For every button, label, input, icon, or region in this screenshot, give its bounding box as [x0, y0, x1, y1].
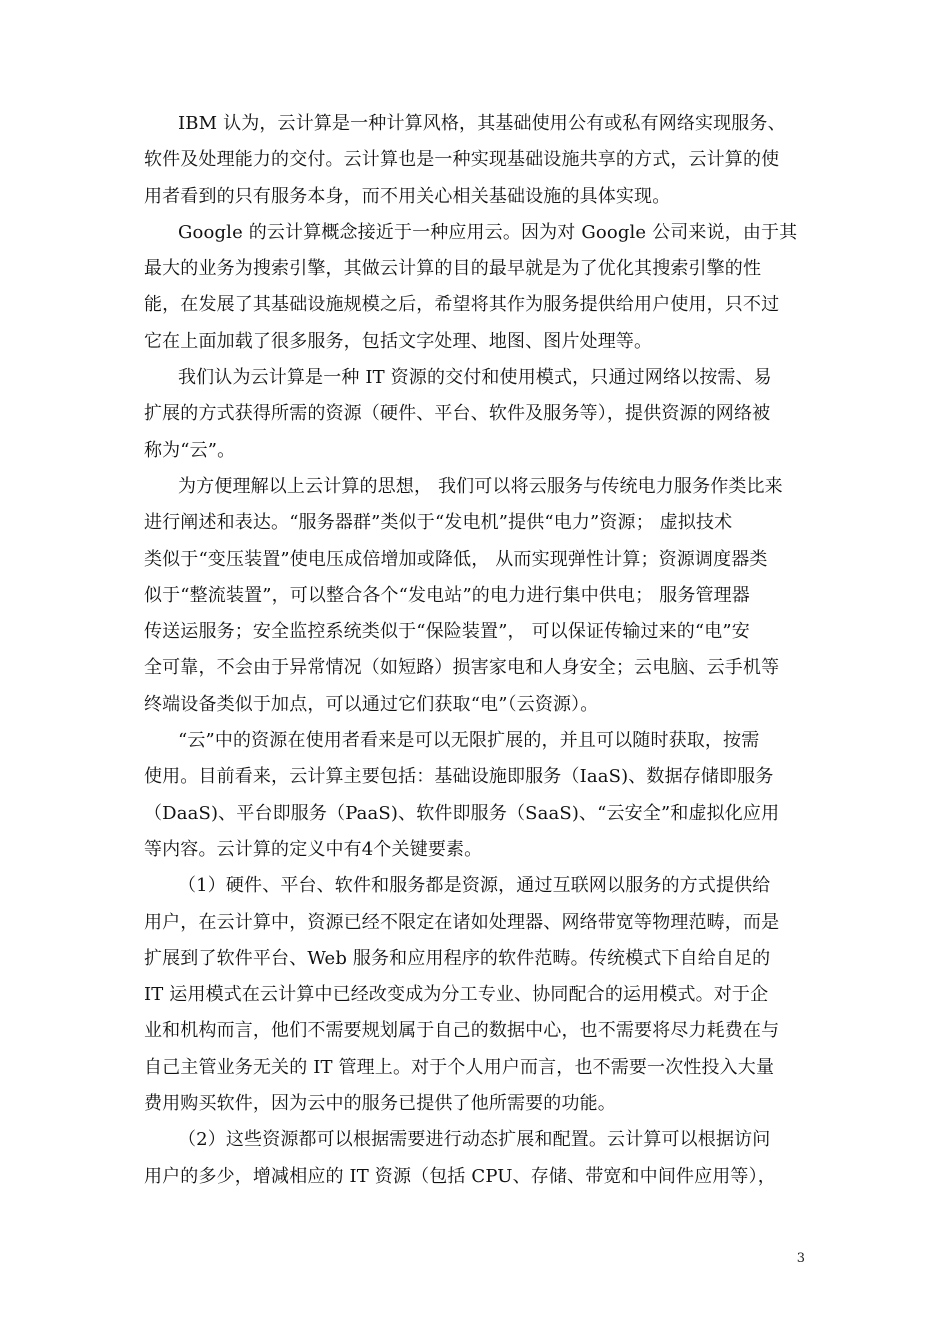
text-line: Google 的云计算概念接近于一种应用云。因为对 Google 公司来说，由于其	[178, 221, 798, 243]
text-line: 能，在发展了其基础设施规模之后，希望将其作为服务提供给用户使用，只不过	[144, 294, 780, 316]
text-line: 终端设备类似于加点，可以通过它们获取“电”（云资源）。	[144, 693, 599, 715]
paragraph-key-element-1	[144, 868, 806, 1122]
text-line: （2）这些资源都可以根据需要进行动态扩展和配置。云计算可以根据访问	[178, 1129, 771, 1151]
text-line: 类似于“变压装置”使电压成倍增加或降低， 从而实现弹性计算；资源调度器类	[144, 548, 768, 570]
text-line: 扩展的方式获得所需的资源（硬件、平台、软件及服务等），提供资源的网络被	[144, 403, 771, 425]
text-line: 最大的业务为搜索引擎，其做云计算的目的最早就是为了优化其搜索引擎的性	[144, 258, 762, 280]
text-line: 软件及处理能力的交付。云计算也是一种实现基础设施共享的方式，云计算的使	[144, 149, 780, 171]
text-line: 传送运服务；安全监控系统类似于“保险装置”， 可以保证传输过来的“电”安	[144, 621, 750, 643]
text-line: 全可靠，不会由于异常情况（如短路）损害家电和人身安全；云电脑、云手机等	[144, 657, 780, 679]
text-line: 进行阐述和表达。“服务器群”类似于“发电机”提供“电力”资源； 虚拟技术	[144, 512, 733, 534]
text-line: 用户，在云计算中，资源已经不限定在诸如处理器、网络带宽等物理范畴，而是	[144, 911, 780, 933]
text-line: 似于“整流装置”，可以整合各个“发电站”的电力进行集中供电； 服务管理器	[144, 584, 750, 606]
page-number: 3	[796, 1251, 805, 1266]
text-line: “云”中的资源在使用者看来是可以无限扩展的，并且可以随时获取，按需	[178, 730, 760, 752]
text-line: 自己主管业务无关的 IT 管理上。对于个人用户而言，也不需要一次性投入大量	[144, 1056, 775, 1078]
paragraph-key-element-2	[144, 1122, 806, 1195]
text-line: （1）硬件、平台、软件和服务都是资源，通过互联网以服务的方式提供给	[178, 875, 771, 897]
text-line: 等内容。云计算的定义中有4个关键要素。	[144, 838, 483, 860]
text-line: （DaaS)、平台即服务（PaaS)、软件即服务（SaaS)、“云安全”和虚拟化应用	[144, 802, 780, 824]
text-line: 业和机构而言，他们不需要规划属于自己的数据中心，也不需要将尽力耗费在与	[144, 1020, 780, 1042]
text-line: 使用。目前看来，云计算主要包括：基础设施即服务（IaaS)、数据存储即服务	[144, 766, 774, 788]
paragraph-cloud-services	[144, 723, 806, 868]
document-body	[144, 106, 806, 1195]
text-line: 称为“云”。	[144, 439, 236, 461]
text-line: IBM 认为，云计算是一种计算风格，其基础使用公有或私有网络实现服务、	[178, 113, 786, 134]
paragraph-google-definition	[144, 215, 806, 360]
text-line: 扩展到了软件平台、Web 服务和应用程序的软件范畴。传统模式下自给自足的	[144, 947, 771, 969]
paragraph-our-definition	[144, 360, 806, 469]
text-line: 用者看到的只有服务本身，而不用关心相关基础设施的具体实现。	[144, 185, 671, 207]
text-line: 为方便理解以上云计算的思想， 我们可以将云服务与传统电力服务作类比来	[178, 475, 783, 497]
text-line: 用户的多少，增减相应的 IT 资源（包括 CPU、存储、带宽和中间件应用等），	[144, 1165, 776, 1187]
text-line: 我们认为云计算是一种 IT 资源的交付和使用模式，只通过网络以按需、易	[178, 367, 772, 389]
text-line: 它在上面加载了很多服务，包括文字处理、地图、图片处理等。	[144, 330, 653, 352]
text-line: IT 运用模式在云计算中已经改变成为分工专业、协同配合的运用模式。对于企	[144, 984, 769, 1006]
paragraph-ibm-definition	[144, 106, 806, 215]
text-line: 费用购买软件，因为云中的服务已提供了他所需要的功能。	[144, 1093, 616, 1115]
paragraph-electricity-analogy	[144, 469, 806, 723]
